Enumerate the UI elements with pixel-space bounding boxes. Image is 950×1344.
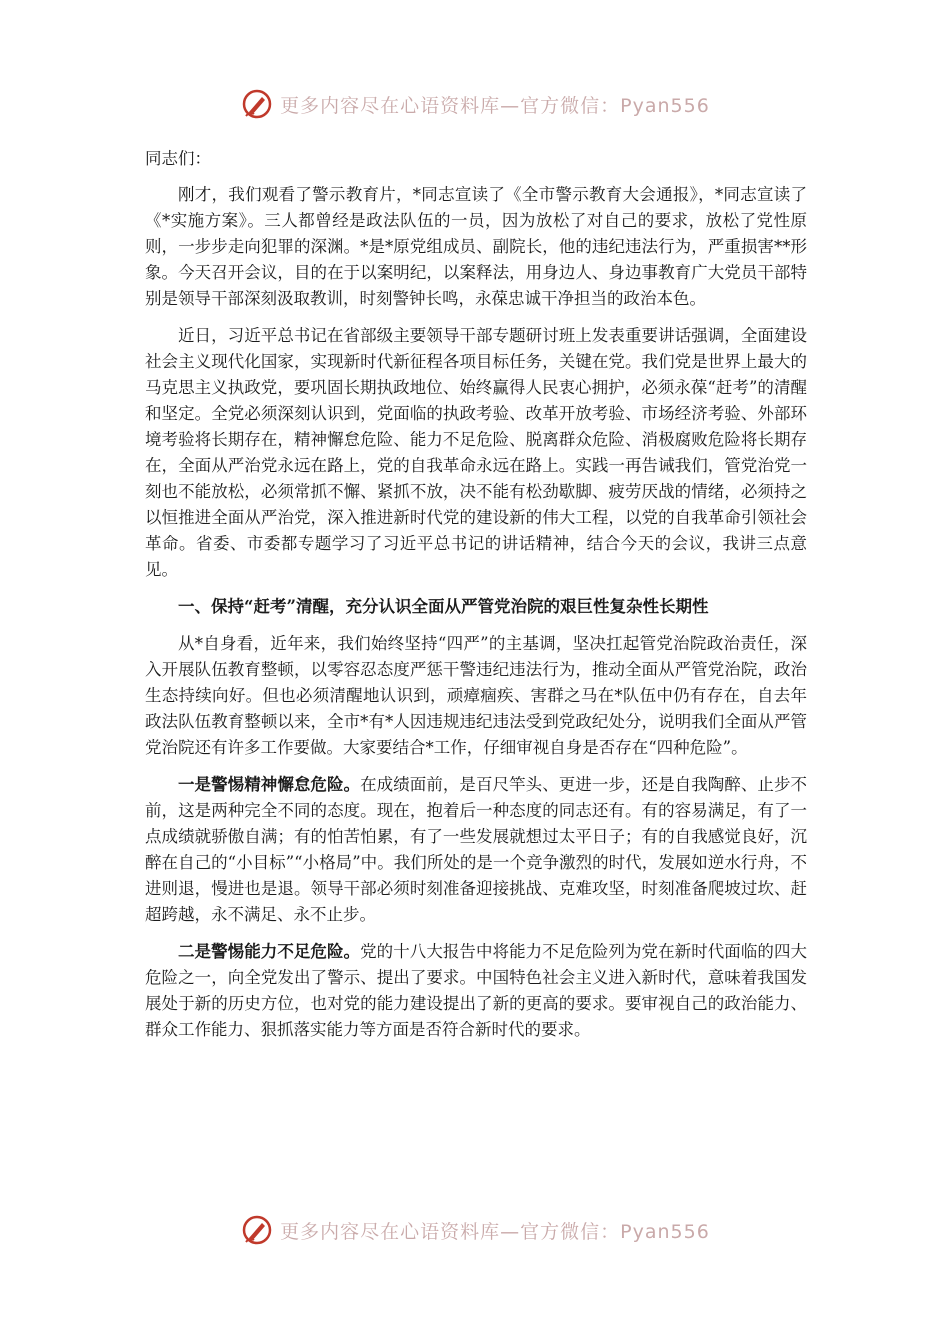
paragraph-4-lead: 一是警惕精神懈怠危险。	[178, 775, 361, 794]
paragraph-4-text: 在成绩面前，是百尺竿头、更进一步，还是自我陶醉、止步不前，这是两种完全不同的态度。现在，抱着后一种态度的同志还有。有的容易满足，有了一点成绩就骄傲自满；有的怕苦怕累，有了一些发展就想过太平日子；有的自我感觉良好，沉醉在自己的“小目标”“小格局”中。我们所处的是一个竞争激烈的时代，发展如逆水行舟，不进则退，慢进也是退。领导干部必须时刻准备迎接挑战、克难攻坚，时刻准备爬坡过坎、赶超跨越，永不满足、永不止步。	[145, 775, 808, 924]
pen-logo-icon	[240, 87, 274, 121]
paragraph-5-text: 党的十八大报告中将能力不足危险列为党在新时代面临的四大危险之一，向全党发出了警示、提出了要求。中国特色社会主义进入新时代，意味着我国发展处于新的历史方位，也对党的能力建设提出了新的更高的要求。要审视自己的政治能力、群众工作能力、狠抓落实能力等方面是否符合新时代的要求。	[145, 942, 808, 1039]
section-heading-1: 一、保持“赶考”清醒，充分认识全面从严管党治院的艰巨性复杂性长期性	[178, 597, 709, 616]
header-banner-text: 更多内容尽在心语资料库—官方微信：Pyan556	[280, 94, 710, 117]
footer-banner-text: 更多内容尽在心语资料库—官方微信：Pyan556	[280, 1220, 710, 1243]
salutation: 同志们：	[145, 149, 211, 168]
document-body	[145, 140, 807, 1054]
paragraph-5-lead: 二是警惕能力不足危险。	[178, 942, 361, 961]
footer-banner	[0, 1210, 950, 1250]
header-banner	[0, 84, 950, 124]
paragraph-4	[145, 772, 807, 928]
paragraph-3: 从*自身看，近年来，我们始终坚持“四严”的主基调，坚决扛起管党治院政治责任，深入开展队伍教育整顿，以零容忍态度严惩干警违纪违法行为，推动全面从严管党治院，政治生态持续向好。但也必须清醒地认识到，顽瘴痼疾、害群之马在*队伍中仍有存在，自去年政法队伍教育整顿以来，全市*有*人因违规违纪违法受到党政纪处分，说明我们全面从严管党治院还有许多工作要做。大家要结合*工作，仔细审视自身是否存在“四种危险”。	[145, 634, 807, 757]
pen-logo-icon	[240, 1213, 274, 1247]
paragraph-2: 近日，习近平总书记在省部级主要领导干部专题研讨班上发表重要讲话强调，全面建设社会主义现代化国家，实现新时代新征程各项目标任务，关键在党。我们党是世界上最大的马克思主义执政党，要巩固长期执政地位、始终赢得人民衷心拥护，必须永葆“赶考”的清醒和坚定。全党必须深刻认识到，党面临的执政考验、改革开放考验、市场经济考验、外部环境考验将长期存在，精神懈怠危险、能力不足危险、脱离群众危险、消极腐败危险将长期存在，全面从严治党永远在路上，党的自我革命永远在路上。实践一再告诫我们，管党治党一刻也不能放松，必须常抓不懈、紧抓不放，决不能有松劲歇脚、疲劳厌战的情绪，必须持之以恒推进全面从严治党，深入推进新时代党的建设新的伟大工程，以党的自我革命引领社会革命。省委、市委都专题学习了习近平总书记的讲话精神，结合今天的会议，我讲三点意见。	[145, 326, 807, 579]
paragraph-1: 刚才，我们观看了警示教育片，*同志宣读了《全市警示教育大会通报》，*同志宣读了《*实施方案》。三人都曾经是政法队伍的一员，因为放松了对自己的要求，放松了党性原则，一步步走向犯罪的深渊。*是*原党组成员、副院长，他的违纪违法行为，严重损害**形象。今天召开会议，目的在于以案明纪，以案释法，用身边人、身边事教育广大党员干部特别是领导干部深刻汲取教训，时刻警钟长鸣，永葆忠诚干净担当的政治本色。	[145, 185, 808, 308]
paragraph-5	[145, 939, 807, 1043]
